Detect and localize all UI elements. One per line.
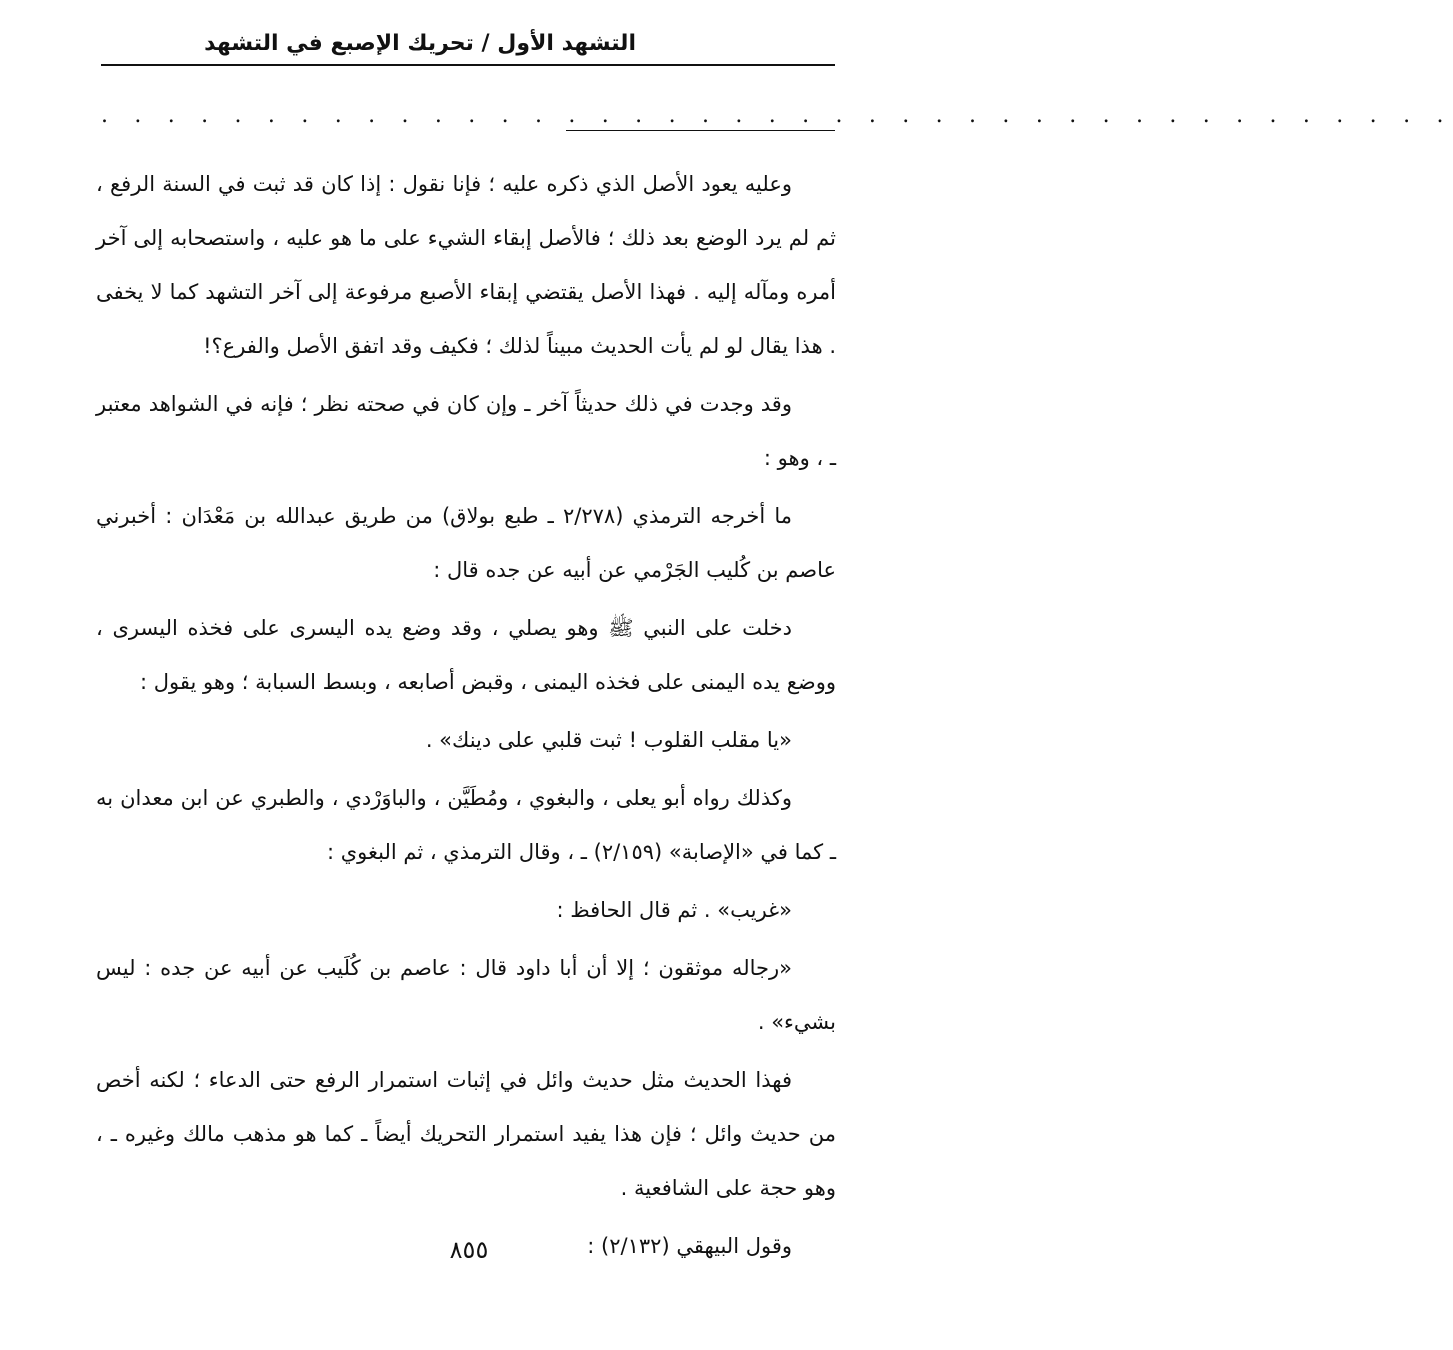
- header-rule: [101, 64, 835, 66]
- paragraph: ما أخرجه الترمذي (٢/٢٧٨ ـ طبع بولاق) من طريق عبدالله بن مَعْدَان : أخبرني عاصم بن كُليب الجَرْمي عن أبيه عن جده قال :: [96, 504, 836, 582]
- paragraph: فهذا الحديث مثل حديث وائل في إثبات استمرار الرفع حتى الدعاء ؛ لكنه أخص من حديث وائل ؛ فإن هذا يفيد استمرار التحريك أيضاً ـ كما هو مذهب مالك وغيره ـ ، وهو حجة على الشافعية .: [96, 1068, 836, 1200]
- dotted-separator: . . . . . . . . . . . . . . . . . . . . . . . . . . . . . . . . . . . . . . . . .: [101, 103, 1453, 128]
- paragraph: وقول البيهقي (٢/١٣٢) :: [587, 1234, 792, 1258]
- page-number: ٨٥٥: [449, 1236, 489, 1264]
- quote-paragraph: «رجاله موثقون ؛ إلا أن أبا داود قال : عاصم بن كُلَيب عن أبيه عن جده : ليس بشيء» .: [96, 956, 836, 1034]
- running-header-title: التشهد الأول / تحريك الإصبع في التشهد: [204, 31, 636, 56]
- paragraph: وعليه يعود الأصل الذي ذكره عليه ؛ فإنا نقول : إذا كان قد ثبت في السنة الرفع ، ثم لم يرد الوضع بعد ذلك ؛ فالأصل إبقاء الشيء على ما هو عليه ، واستصحابه إلى آخر أمره ومآله إليه . فهذا الأصل يقتضي إبقاء الأصبع مرفوعة إلى آخر التشهد كما لا يخفى . هذا يقال لو لم يأت الحديث مبيناً لذلك ؛ فكيف وقد اتفق الأصل والفرع؟!: [96, 172, 836, 358]
- paragraph: وكذلك رواه أبو يعلى ، والبغوي ، ومُطَيَّن ، والباوَرْدي ، والطبري عن ابن معدان به ـ كما في «الإصابة» (٢/١٥٩) ـ ، وقال الترمذي ، ثم البغوي :: [96, 786, 836, 864]
- paragraph: دخلت على النبي ﷺ وهو يصلي ، وقد وضع يده اليسرى على فخذه اليسرى ، ووضع يده اليمنى على فخذه اليمنى ، وقبض أصابعه ، وبسط السبابة ؛ وهو يقول :: [96, 616, 836, 694]
- quote-paragraph: «يا مقلب القلوب ! ثبت قلبي على دينك» .: [425, 728, 792, 752]
- paragraph: وقد وجدت في ذلك حديثاً آخر ـ وإن كان في صحته نظر ؛ فإنه في الشواهد معتبر ـ ، وهو :: [96, 392, 836, 470]
- quote-paragraph: «غريب» . ثم قال الحافظ :: [556, 898, 792, 922]
- separator-short-rule: [566, 130, 835, 131]
- body-text: [96, 157, 836, 1277]
